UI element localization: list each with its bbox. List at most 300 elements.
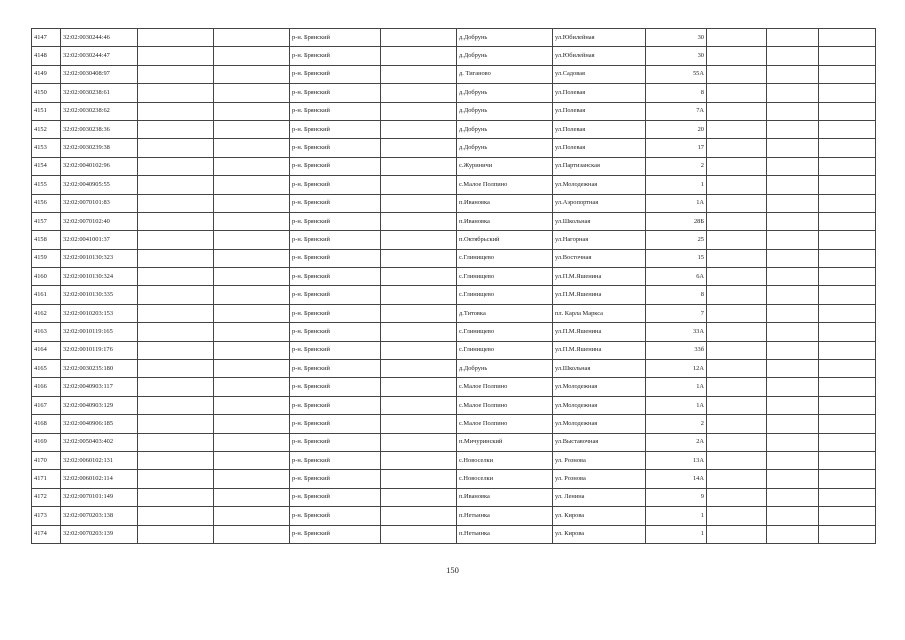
table-row (32, 102, 876, 120)
table-row (32, 341, 876, 359)
cell-empty (214, 488, 290, 506)
cell-empty (819, 286, 876, 304)
cell-number: 4151 (32, 102, 61, 120)
cell-empty (767, 231, 819, 249)
cell-empty (381, 194, 457, 212)
cell-number: 4167 (32, 396, 61, 414)
cell-street: ул.Юбилейная (553, 29, 646, 47)
cell-empty (767, 212, 819, 230)
cell-empty (381, 488, 457, 506)
cell-house: 6А (646, 268, 707, 286)
table-row (32, 470, 876, 488)
cell-empty (707, 433, 767, 451)
page-number: 150 (446, 565, 459, 575)
cell-empty (707, 286, 767, 304)
cell-empty (214, 157, 290, 175)
cell-empty (819, 470, 876, 488)
cell-empty (707, 139, 767, 157)
cell-locality: д.Добрунь (457, 102, 553, 120)
cell-empty (214, 65, 290, 83)
cell-empty (214, 102, 290, 120)
cell-cadastral-number: 32:02:0010130:323 (61, 249, 138, 267)
cell-empty (381, 304, 457, 322)
cell-empty (214, 415, 290, 433)
cell-district: р-н. Брянский (290, 157, 381, 175)
cell-empty (819, 231, 876, 249)
cell-street: ул.Юбилейная (553, 47, 646, 65)
cell-empty (819, 268, 876, 286)
cell-street: ул.Аэропортная (553, 194, 646, 212)
cell-house: 25 (646, 231, 707, 249)
cell-empty (214, 194, 290, 212)
cell-number: 4157 (32, 212, 61, 230)
cell-empty (819, 65, 876, 83)
cell-cadastral-number: 32:02:0030408:97 (61, 65, 138, 83)
table-row (32, 286, 876, 304)
cell-cadastral-number: 32:02:0010203:153 (61, 304, 138, 322)
cell-empty (381, 451, 457, 469)
cell-empty (381, 433, 457, 451)
cell-empty (138, 415, 214, 433)
cell-cadastral-number: 32:02:0070101:83 (61, 194, 138, 212)
cell-house: 12А (646, 360, 707, 378)
table-row (32, 194, 876, 212)
cell-empty (707, 157, 767, 175)
cell-street: ул. Ленина (553, 488, 646, 506)
cell-district: р-н. Брянский (290, 451, 381, 469)
cell-empty (381, 212, 457, 230)
cell-empty (767, 29, 819, 47)
cell-street: ул.П.М.Яшенина (553, 323, 646, 341)
cell-empty (767, 176, 819, 194)
cell-house: 17 (646, 139, 707, 157)
cell-empty (214, 139, 290, 157)
table-row (32, 525, 876, 543)
cell-cadastral-number: 32:02:0070101:149 (61, 488, 138, 506)
cell-street: ул.Полевая (553, 102, 646, 120)
cell-locality: с.Малое Полпино (457, 176, 553, 194)
cell-empty (214, 286, 290, 304)
cell-locality: п.Ивановка (457, 194, 553, 212)
cell-empty (707, 176, 767, 194)
table-row (32, 451, 876, 469)
cell-cadastral-number: 32:02:0040102:96 (61, 157, 138, 175)
cell-empty (767, 415, 819, 433)
cell-empty (767, 268, 819, 286)
cell-empty (767, 323, 819, 341)
cell-empty (819, 415, 876, 433)
cell-empty (767, 84, 819, 102)
cell-locality: с.Малое Полпино (457, 415, 553, 433)
cell-street: ул.Молодежная (553, 396, 646, 414)
table-row (32, 65, 876, 83)
cell-district: р-н. Брянский (290, 323, 381, 341)
cell-empty (214, 176, 290, 194)
cell-street: ул. Кирова (553, 525, 646, 543)
table-row (32, 249, 876, 267)
cell-empty (214, 323, 290, 341)
cell-empty (381, 139, 457, 157)
cell-empty (819, 194, 876, 212)
cell-cadastral-number: 32:02:0030238:61 (61, 84, 138, 102)
cell-empty (819, 102, 876, 120)
cell-number: 4164 (32, 341, 61, 359)
cell-empty (138, 65, 214, 83)
cell-empty (707, 488, 767, 506)
cell-cadastral-number: 32:02:0010130:324 (61, 268, 138, 286)
cell-street: ул.П.М.Яшенина (553, 341, 646, 359)
cell-empty (214, 212, 290, 230)
table-row (32, 378, 876, 396)
cell-locality: д. Тиганово (457, 65, 553, 83)
cell-street: ул.Молодежная (553, 378, 646, 396)
cell-street: ул. Рознова (553, 451, 646, 469)
cell-district: р-н. Брянский (290, 378, 381, 396)
cell-number: 4171 (32, 470, 61, 488)
cell-cadastral-number: 32:02:0040905:55 (61, 176, 138, 194)
cell-district: р-н. Брянский (290, 249, 381, 267)
cell-street: ул.Полевая (553, 120, 646, 138)
cell-street: ул.Партизанская (553, 157, 646, 175)
cell-empty (214, 396, 290, 414)
cell-locality: п.Ивановка (457, 212, 553, 230)
cell-locality: п.Нетьинка (457, 525, 553, 543)
cell-locality: п.Мичуринский (457, 433, 553, 451)
cell-empty (138, 29, 214, 47)
cell-empty (138, 231, 214, 249)
cell-house: 28Б (646, 212, 707, 230)
cell-number: 4173 (32, 507, 61, 525)
table-row (32, 507, 876, 525)
table-row (32, 396, 876, 414)
cell-empty (214, 249, 290, 267)
cell-district: р-н. Брянский (290, 396, 381, 414)
cell-empty (138, 139, 214, 157)
cell-empty (767, 488, 819, 506)
cell-empty (214, 360, 290, 378)
cell-empty (214, 525, 290, 543)
cell-empty (819, 84, 876, 102)
cell-empty (819, 176, 876, 194)
cell-house: 2 (646, 415, 707, 433)
table-row (32, 304, 876, 322)
cell-cadastral-number: 32:02:0030244:47 (61, 47, 138, 65)
cell-empty (767, 304, 819, 322)
cell-empty (381, 360, 457, 378)
cell-empty (767, 194, 819, 212)
cell-empty (138, 176, 214, 194)
cell-empty (767, 249, 819, 267)
cell-empty (214, 470, 290, 488)
cell-number: 4165 (32, 360, 61, 378)
cell-house: 7А (646, 102, 707, 120)
cell-empty (214, 231, 290, 249)
cell-house: 2 (646, 157, 707, 175)
cell-empty (138, 488, 214, 506)
cell-number: 4150 (32, 84, 61, 102)
cell-cadastral-number: 32:02:0030238:62 (61, 102, 138, 120)
cell-house: 1А (646, 396, 707, 414)
cell-number: 4155 (32, 176, 61, 194)
cell-empty (707, 47, 767, 65)
cell-empty (819, 507, 876, 525)
cell-empty (381, 341, 457, 359)
cell-empty (381, 249, 457, 267)
cell-number: 4161 (32, 286, 61, 304)
table-row (32, 268, 876, 286)
cell-empty (214, 433, 290, 451)
cell-number: 4158 (32, 231, 61, 249)
cell-empty (707, 65, 767, 83)
cell-empty (214, 29, 290, 47)
table-row (32, 231, 876, 249)
cell-house: 1 (646, 176, 707, 194)
cell-house: 8 (646, 286, 707, 304)
registry-table (31, 28, 876, 544)
cell-street: пл. Карла Маркса (553, 304, 646, 322)
cell-street: ул.П.М.Яшенина (553, 286, 646, 304)
table-row (32, 157, 876, 175)
cell-number: 4159 (32, 249, 61, 267)
cell-street: ул.Молодежная (553, 415, 646, 433)
cell-empty (381, 378, 457, 396)
cell-house: 30 (646, 47, 707, 65)
cell-locality: с.Новоселки (457, 451, 553, 469)
cell-number: 4163 (32, 323, 61, 341)
cell-empty (214, 47, 290, 65)
cell-empty (381, 47, 457, 65)
cell-cadastral-number: 32:02:0030244:46 (61, 29, 138, 47)
cell-cadastral-number: 32:02:0040906:185 (61, 415, 138, 433)
cell-district: р-н. Брянский (290, 102, 381, 120)
cell-empty (214, 120, 290, 138)
cell-cadastral-number: 32:02:0060102:114 (61, 470, 138, 488)
cell-empty (381, 29, 457, 47)
cell-district: р-н. Брянский (290, 139, 381, 157)
cell-house: 20 (646, 120, 707, 138)
cell-empty (214, 507, 290, 525)
cell-empty (767, 525, 819, 543)
cell-number: 4170 (32, 451, 61, 469)
cell-district: р-н. Брянский (290, 176, 381, 194)
cell-locality: п.Октябрьский (457, 231, 553, 249)
cell-number: 4154 (32, 157, 61, 175)
cell-empty (767, 341, 819, 359)
cell-empty (819, 396, 876, 414)
cell-empty (819, 47, 876, 65)
cell-empty (381, 176, 457, 194)
cell-cadastral-number: 32:02:0030238:36 (61, 120, 138, 138)
cell-empty (138, 341, 214, 359)
cell-district: р-н. Брянский (290, 84, 381, 102)
cell-empty (214, 84, 290, 102)
cell-number: 4160 (32, 268, 61, 286)
cell-empty (767, 433, 819, 451)
cell-empty (381, 525, 457, 543)
cell-empty (819, 304, 876, 322)
cell-empty (381, 268, 457, 286)
cell-number: 4148 (32, 47, 61, 65)
table-row (32, 433, 876, 451)
cell-district: р-н. Брянский (290, 433, 381, 451)
cell-house: 30 (646, 29, 707, 47)
cell-district: р-н. Брянский (290, 507, 381, 525)
cell-locality: д.Добрунь (457, 84, 553, 102)
table-row (32, 176, 876, 194)
cell-cadastral-number: 32:02:0070203:138 (61, 507, 138, 525)
cell-locality: с.Журиничи (457, 157, 553, 175)
cell-empty (707, 194, 767, 212)
table-row (32, 415, 876, 433)
cell-empty (767, 451, 819, 469)
cell-cadastral-number: 32:02:0010130:335 (61, 286, 138, 304)
cell-empty (214, 341, 290, 359)
cell-empty (767, 360, 819, 378)
cell-house: 14А (646, 470, 707, 488)
cell-empty (707, 396, 767, 414)
cell-empty (707, 231, 767, 249)
cell-house: 9 (646, 488, 707, 506)
cell-locality: д.Добрунь (457, 47, 553, 65)
cell-district: р-н. Брянский (290, 65, 381, 83)
cell-empty (138, 470, 214, 488)
table-row (32, 120, 876, 138)
cell-house: 1А (646, 194, 707, 212)
cell-cadastral-number: 32:02:0010119:176 (61, 341, 138, 359)
cell-district: р-н. Брянский (290, 525, 381, 543)
cell-district: р-н. Брянский (290, 268, 381, 286)
cell-empty (707, 525, 767, 543)
cell-empty (767, 470, 819, 488)
cell-cadastral-number: 32:02:0041001:37 (61, 231, 138, 249)
cell-district: р-н. Брянский (290, 415, 381, 433)
cell-house: 33А (646, 323, 707, 341)
cell-empty (381, 157, 457, 175)
cell-empty (819, 525, 876, 543)
cell-number: 4152 (32, 120, 61, 138)
cell-district: р-н. Брянский (290, 231, 381, 249)
cell-empty (707, 249, 767, 267)
cell-empty (138, 378, 214, 396)
table-row (32, 360, 876, 378)
cell-house: 15 (646, 249, 707, 267)
cell-cadastral-number: 32:02:0050403:402 (61, 433, 138, 451)
cell-locality: д.Добрунь (457, 360, 553, 378)
cell-empty (381, 470, 457, 488)
table-row (32, 84, 876, 102)
cell-locality: д.Добрунь (457, 139, 553, 157)
cell-cadastral-number: 32:02:0070102:40 (61, 212, 138, 230)
cell-district: р-н. Брянский (290, 29, 381, 47)
cell-empty (819, 378, 876, 396)
cell-number: 4172 (32, 488, 61, 506)
cell-empty (767, 378, 819, 396)
cell-empty (767, 120, 819, 138)
cell-district: р-н. Брянский (290, 120, 381, 138)
cell-cadastral-number: 32:02:0040903:117 (61, 378, 138, 396)
cell-empty (767, 286, 819, 304)
cell-number: 4153 (32, 139, 61, 157)
cell-empty (381, 507, 457, 525)
cell-empty (138, 120, 214, 138)
cell-house: 55А (646, 65, 707, 83)
cell-cadastral-number: 32:02:0030239:38 (61, 139, 138, 157)
cell-empty (138, 360, 214, 378)
cell-cadastral-number: 32:02:0030235:180 (61, 360, 138, 378)
cell-empty (138, 507, 214, 525)
table-row (32, 47, 876, 65)
cell-empty (707, 341, 767, 359)
cell-empty (819, 29, 876, 47)
cell-number: 4166 (32, 378, 61, 396)
cell-empty (138, 47, 214, 65)
cell-house: 13А (646, 451, 707, 469)
cell-locality: с.Глинищево (457, 268, 553, 286)
cell-empty (381, 65, 457, 83)
cell-street: ул.Нагорная (553, 231, 646, 249)
cell-cadastral-number: 32:02:0060102:131 (61, 451, 138, 469)
cell-house: 1 (646, 525, 707, 543)
cell-empty (214, 378, 290, 396)
cell-cadastral-number: 32:02:0070203:139 (61, 525, 138, 543)
cell-empty (819, 433, 876, 451)
cell-district: р-н. Брянский (290, 488, 381, 506)
cell-empty (381, 323, 457, 341)
cell-empty (707, 415, 767, 433)
cell-empty (819, 360, 876, 378)
cell-empty (767, 65, 819, 83)
cell-empty (138, 286, 214, 304)
cell-empty (819, 157, 876, 175)
cell-empty (138, 268, 214, 286)
cell-empty (381, 231, 457, 249)
cell-street: ул. Кирова (553, 507, 646, 525)
cell-house: 33б (646, 341, 707, 359)
cell-street: ул.Школьная (553, 212, 646, 230)
cell-empty (819, 323, 876, 341)
cell-empty (819, 120, 876, 138)
cell-number: 4162 (32, 304, 61, 322)
cell-number: 4149 (32, 65, 61, 83)
cell-empty (819, 212, 876, 230)
cell-empty (138, 451, 214, 469)
cell-empty (138, 157, 214, 175)
table-row (32, 212, 876, 230)
cell-street: ул.Полевая (553, 84, 646, 102)
cell-empty (138, 433, 214, 451)
cell-locality: с.Глинищево (457, 249, 553, 267)
cell-locality: с.Глинищево (457, 286, 553, 304)
cell-empty (819, 139, 876, 157)
cell-empty (214, 451, 290, 469)
cell-empty (381, 84, 457, 102)
cell-number: 4147 (32, 29, 61, 47)
cell-house: 1 (646, 507, 707, 525)
cell-empty (138, 84, 214, 102)
cell-empty (767, 102, 819, 120)
cell-locality: д.Добрунь (457, 29, 553, 47)
cell-empty (707, 102, 767, 120)
cell-locality: с.Глинищево (457, 323, 553, 341)
cell-empty (819, 451, 876, 469)
cell-number: 4174 (32, 525, 61, 543)
cell-cadastral-number: 32:02:0040903:129 (61, 396, 138, 414)
cell-district: р-н. Брянский (290, 286, 381, 304)
cell-empty (214, 304, 290, 322)
cell-locality: п.Ивановка (457, 488, 553, 506)
registry-rows (32, 29, 876, 544)
cell-street: ул.Полевая (553, 139, 646, 157)
